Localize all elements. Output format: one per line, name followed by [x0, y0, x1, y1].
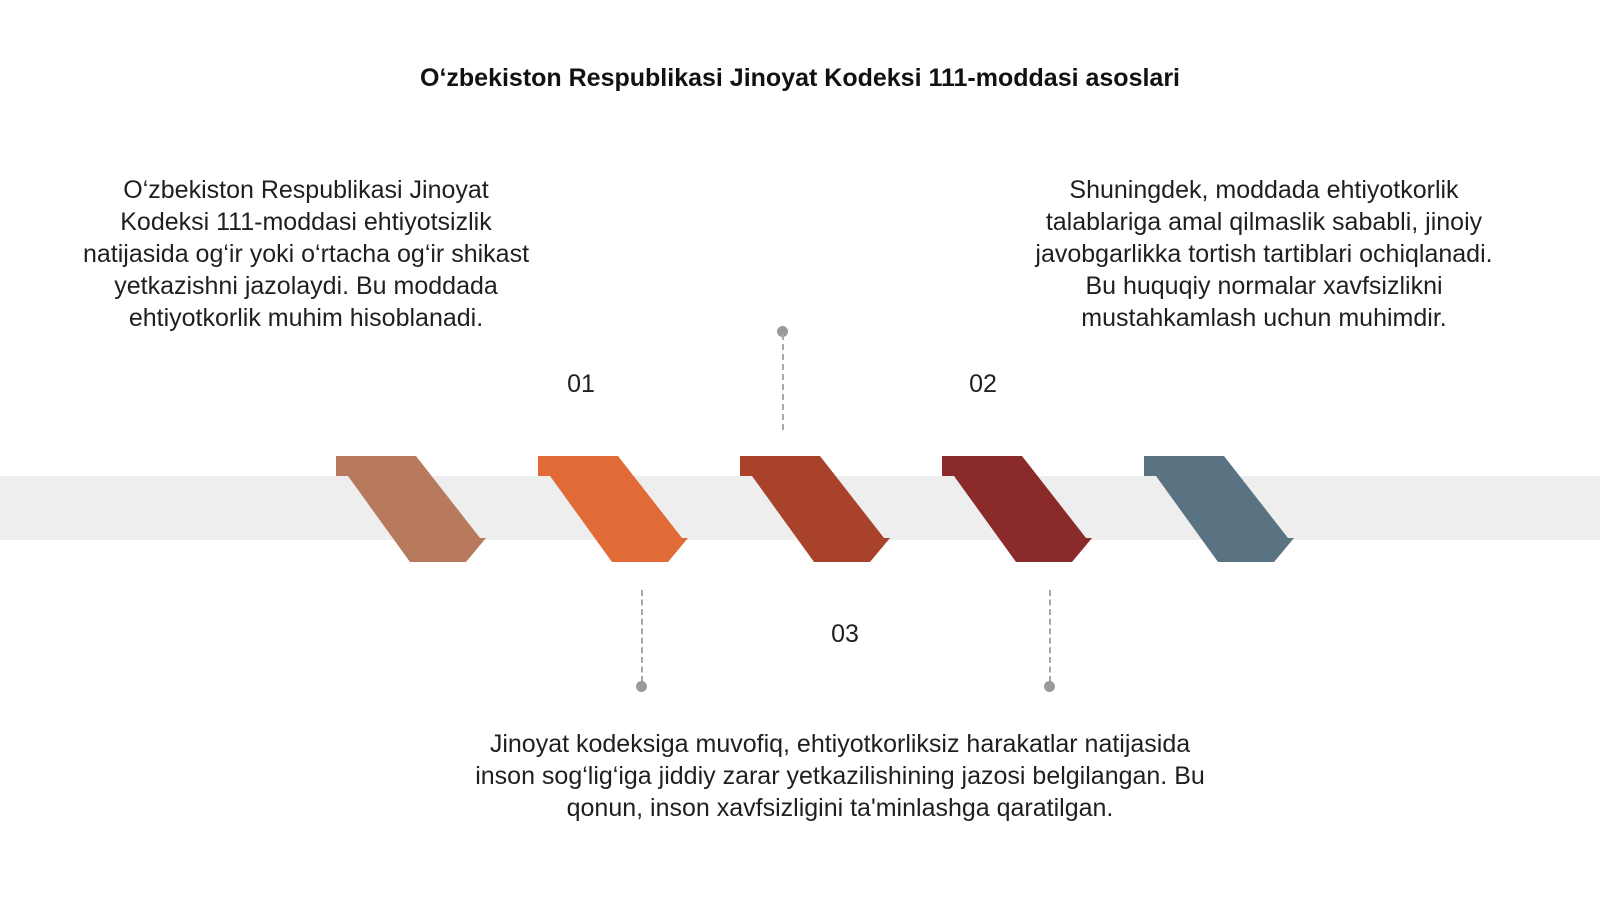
- step-text-02: Shuningdek, moddada ehtiyotkorlik talablariga amal qilmaslik sababli, jinoiy javobgarlikka tortish tartiblari ochiqlanadi. Bu huquqiy normalar xavfsizlikni mustahkamlash uchun muhimdir.: [1035, 176, 1493, 332]
- chevron-2: [538, 456, 688, 562]
- connector-bottom-right-dot: [1044, 681, 1055, 692]
- connector-bottom-left-dot: [636, 681, 647, 692]
- chevron-2-shape: [538, 456, 688, 562]
- chevron-1-shape: [336, 456, 486, 562]
- chevron-5-shape: [1144, 456, 1294, 562]
- diagram-title: O‘zbekiston Respublikasi Jinoyat Kodeksi 111-moddasi asoslari: [420, 64, 1180, 92]
- connector-bottom-left-line: [641, 590, 643, 682]
- step-text-03: Jinoyat kodeksiga muvofiq, ehtiyotkorliksiz harakatlar natijasida inson sog‘lig‘iga jiddiy zarar yetkazilishining jazosi belgilangan. Bu qonun, inson xavfsizligini ta'minlashga qaratilgan.: [475, 730, 1205, 822]
- chevron-4-shape: [942, 456, 1092, 562]
- chevron-1: [336, 456, 486, 562]
- step-number-02: 02: [969, 370, 997, 398]
- step-number-03: 03: [831, 620, 859, 648]
- step-number-01: 01: [567, 370, 595, 398]
- connector-bottom-right-line: [1049, 590, 1051, 682]
- chevron-4: [942, 456, 1092, 562]
- step-text-01: O‘zbekiston Respublikasi Jinoyat Kodeksi 111-moddasi ehtiyotsizlik natijasida og‘ir yoki o‘rtacha og‘ir shikast yetkazishni jazolaydi. Bu moddada ehtiyotkorlik muhim hisoblanadi.: [82, 176, 530, 332]
- connector-top-line: [782, 334, 784, 430]
- chevron-3: [740, 456, 890, 562]
- chevron-3-shape: [740, 456, 890, 562]
- chevron-5: [1144, 456, 1294, 562]
